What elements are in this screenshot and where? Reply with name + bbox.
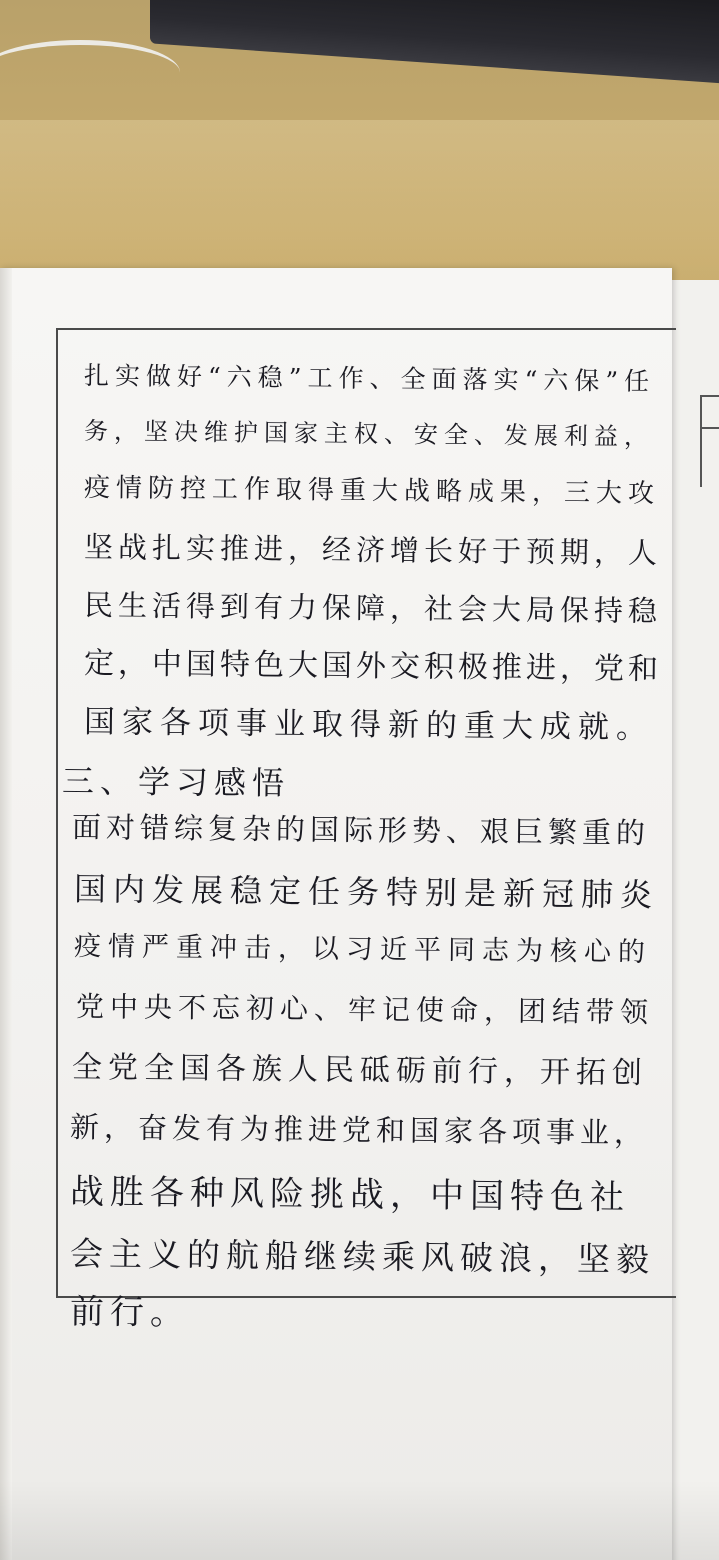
- handwriting-line: 疫情严重冲击，以习近平同志为核心的: [73, 931, 653, 969]
- handwriting-line: 国内发展稳定任务特别是新冠肺炎: [73, 870, 660, 915]
- adjacent-page-grid: [700, 395, 719, 487]
- handwriting-line: 新，奋发有为推进党和国家各项事业，: [69, 1110, 649, 1151]
- section-heading: 三、学习感悟: [61, 762, 291, 803]
- handwriting-line: 全党全国各族人民砥砺前行，开拓创: [71, 1050, 649, 1092]
- handwriting-line: 前行。: [69, 1292, 191, 1334]
- handwriting-line: 国家各项事业取得新的重大成就。: [83, 704, 655, 746]
- handwriting-line: 面对错综复杂的国际形势、艰巨繁重的: [71, 810, 651, 851]
- handwriting-line: 疫情防控工作取得重大战略成果，三大攻: [83, 473, 661, 510]
- page-shadow: [0, 1480, 719, 1560]
- handwriting-line: 定，中国特色大国外交积极推进，党和: [83, 646, 663, 688]
- handwriting-line: 会主义的航船继续乘风破浪，坚毅: [69, 1234, 656, 1280]
- handwriting-line: 坚战扎实推进，经济增长好于预期，人: [83, 530, 663, 571]
- laptop: [150, 0, 719, 87]
- notebook-binding-edge: [0, 268, 12, 1560]
- handwriting-line: 党中央不忘初心、牢记使命，团结带领: [75, 990, 655, 1030]
- handwriting-line: 战胜各种风险挑战，中国特色社: [69, 1172, 631, 1218]
- charging-cable: [0, 40, 180, 105]
- handwriting-line: 扎实做好“六稳”工作、全面落实“六保”任: [83, 361, 656, 396]
- handwriting-line: 民生活得到有力保障，社会大局保持稳: [83, 588, 663, 629]
- handwriting-line: 务，坚决维护国家主权、安全、发展利益，: [83, 417, 655, 451]
